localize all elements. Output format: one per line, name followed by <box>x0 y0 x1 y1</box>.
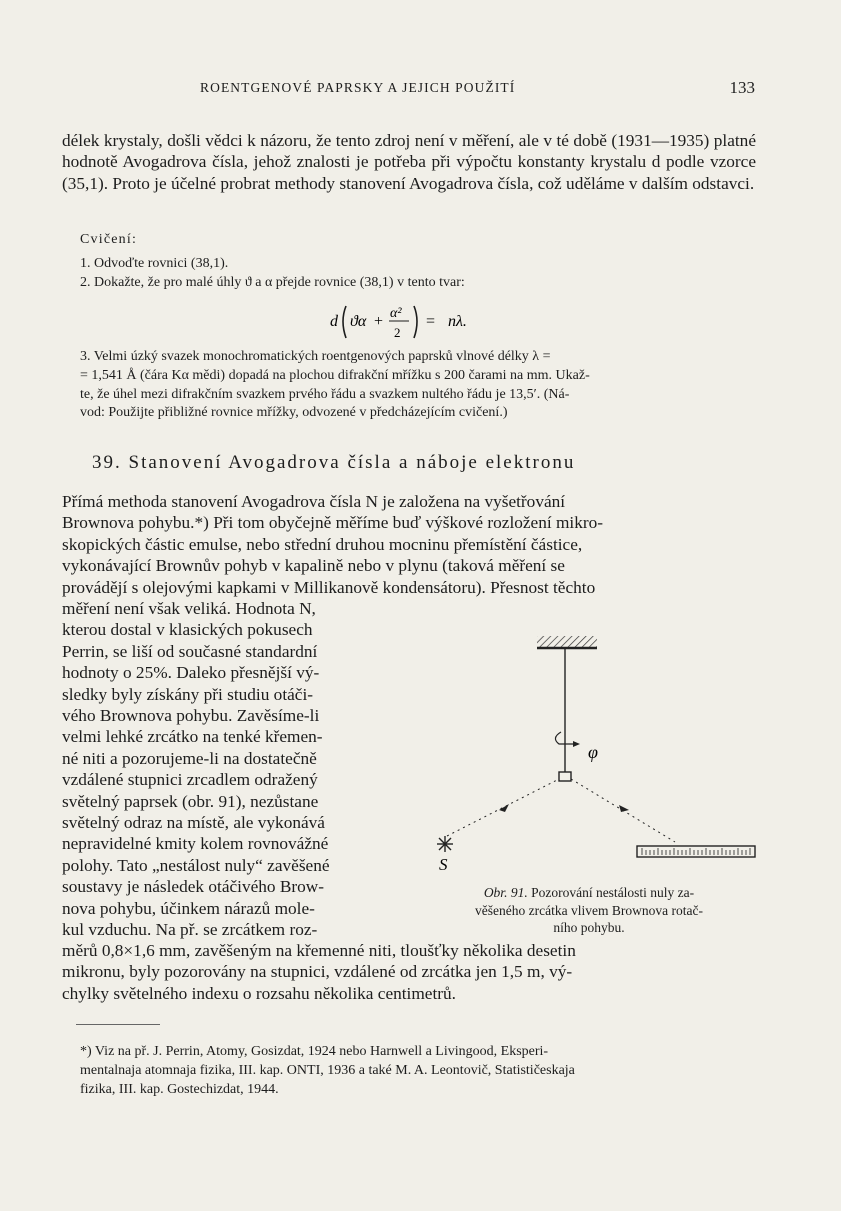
source-label: S <box>439 855 448 874</box>
svg-text:α²: α² <box>390 306 402 321</box>
exercise-1: 1. Odvoďte rovnici (38,1). <box>80 256 229 271</box>
svg-text:ϑα: ϑα <box>350 313 367 330</box>
scale <box>637 846 755 857</box>
text-line: nova pohybu, účinkem nárazů mole- <box>62 898 315 918</box>
incident-beam <box>447 779 559 836</box>
svg-text:2: 2 <box>394 325 401 340</box>
reflected-arrow <box>619 805 629 812</box>
mirror <box>559 772 571 781</box>
phi-label: φ <box>588 742 598 762</box>
exercise-3-line: te, že úhel mezi difrakčním svazkem prvého řádu a svazkem nultého řádu je 13,5′. (Ná- <box>80 386 570 402</box>
incident-arrow <box>499 804 509 812</box>
ceiling-hatch <box>537 636 597 647</box>
text-line: měření není však veliká. Hodnota N, <box>62 599 316 618</box>
light-source-icon <box>437 836 453 852</box>
caption-line: věšeného zrcátka vlivem Brownova rotač- <box>475 902 703 918</box>
footnote <box>80 1042 756 1099</box>
caption-label: Obr. 91. <box>483 885 528 900</box>
footnote-line: fizika, III. kap. Gostechizdat, 1944. <box>80 1082 279 1097</box>
text-line: mikronu, byly pozorovány na stupnici, vzdálené od zrcátka jen 1,5 m, vý- <box>62 962 573 982</box>
caption-line: ního pohybu. <box>553 920 625 935</box>
text-line: Perrin, se liší od současné standardní <box>62 641 318 661</box>
text-line: kterou dostal v klasických pokusech <box>62 620 313 640</box>
intro-paragraph: délek krystaly, došli vědci k názoru, že tento zdroj není v měření, ale v té době (1931—1935) platné hodnotě Avogadrova čísla, jehož znalosti je potřeba při výpočtu konstanty krystalu d podle vzorce (35,1). Proto je účelné probrat methody stanovení Avogadrova čísla, což uděláme v dalším odstavci. <box>62 131 756 193</box>
section-title: 39. Stanovení Avogadrova čísla a náboje elektronu <box>92 452 576 473</box>
figure-91-drawing <box>425 634 765 874</box>
text-line: měrů 0,8×1,6 mm, zavěšeným na křemenné niti, tloušťky několika desetin <box>62 941 576 960</box>
equation <box>330 296 540 346</box>
text-line: nepravidelné kmity kolem rovnovážné <box>62 834 329 854</box>
text-line: sledky byly získány při studiu otáči- <box>62 684 314 704</box>
header-title: ROENTGENOVÉ PAPRSKY A JEJICH POUŽITÍ <box>200 80 516 95</box>
text-line: Přímá methoda stanovení Avogadrova čísla N je založena na vyšetřování <box>62 492 566 511</box>
text-line: vzdálené stupnici zrcadlem odražený <box>62 770 318 790</box>
figure-caption <box>420 884 758 937</box>
caption-line: Obr. 91. Pozorování nestálosti nuly za- <box>483 885 695 900</box>
equation-render <box>330 296 540 346</box>
exercise-3-line: vod: Použijte přibližné rovnice mřížky, odvozené v předcházejícím cvičení.) <box>80 405 508 421</box>
svg-text:+: + <box>374 313 384 330</box>
text-line: hodnoty o 25%. Daleko přesnější vý- <box>62 663 320 683</box>
page-number: 133 <box>729 78 755 97</box>
text-line: světelný paprsek (obr. 91), nezůstane <box>62 791 319 811</box>
svg-text:nλ.: nλ. <box>448 313 467 330</box>
text-line: polohy. Tato „nestálost nuly“ zavěšené <box>62 855 330 875</box>
exercise-3 <box>80 348 756 423</box>
rotation-arrow <box>555 732 573 744</box>
footnote-line: *) Viz na př. J. Perrin, Atomy, Gosizdat, 1924 nebo Harnwell a Livingood, Eksperi- <box>80 1044 549 1059</box>
exercise-3-line: = 1,541 Å (čára Kα mědi) dopadá na plochou difrakční mřížku s 200 čarami na mm. Ukaž- <box>80 367 590 383</box>
scale-ticks <box>642 848 750 855</box>
exercises-heading: Cvičení: <box>80 232 138 247</box>
text-line: vykonávající Brownův pohyb v kapalině nebo v plynu (taková měření se <box>62 556 565 576</box>
text-line: né niti a pozorujeme-li na dostatečně <box>62 748 317 768</box>
text-line: Brownova pohybu.*) Při tom obyčejně měříme buď výškové rozložení mikro- <box>62 513 604 533</box>
main-text-narrow <box>62 598 412 941</box>
text-line: chylky světelného indexu o rozsahu několika centimetrů. <box>62 983 456 1003</box>
svg-text:d: d <box>330 313 338 330</box>
rotation-arrowhead <box>573 741 580 747</box>
main-text-full <box>62 491 756 598</box>
text-line: skopických částic emulse, nebo střední druhou mocninu přemístění částice, <box>62 534 583 554</box>
text-line: vého Brownova pohybu. Zavěsíme-li <box>62 706 320 726</box>
text-line: světelný odraz na místě, ale vykonává <box>62 813 325 833</box>
exercise-2: 2. Dokažte, že pro malé úhly ϑ a α přejde rovnice (38,1) v tento tvar: <box>80 275 465 290</box>
footnote-divider <box>76 1024 160 1025</box>
figure-91 <box>425 634 765 874</box>
svg-text:=: = <box>426 313 436 330</box>
running-header <box>200 80 755 104</box>
text-line: velmi lehké zrcátko na tenké křemen- <box>62 727 323 747</box>
exercise-3-line: 3. Velmi úzký svazek monochromatických roentgenových paprsků vlnové délky λ = <box>80 349 551 364</box>
footnote-line: mentalnaja atomnaja fizika, III. kap. ONTI, 1936 a také M. A. Leontovič, Statističeskaja <box>80 1063 575 1078</box>
text-line: soustavy je následek otáčivého Brow- <box>62 877 325 897</box>
text-line: provádějí s olejovými kapkami v Millikanově kondensátoru). Přesnost těchto <box>62 577 596 597</box>
text-line: kul vzduchu. Na př. se zrcátkem roz- <box>62 920 318 940</box>
main-text-end <box>62 940 756 1004</box>
